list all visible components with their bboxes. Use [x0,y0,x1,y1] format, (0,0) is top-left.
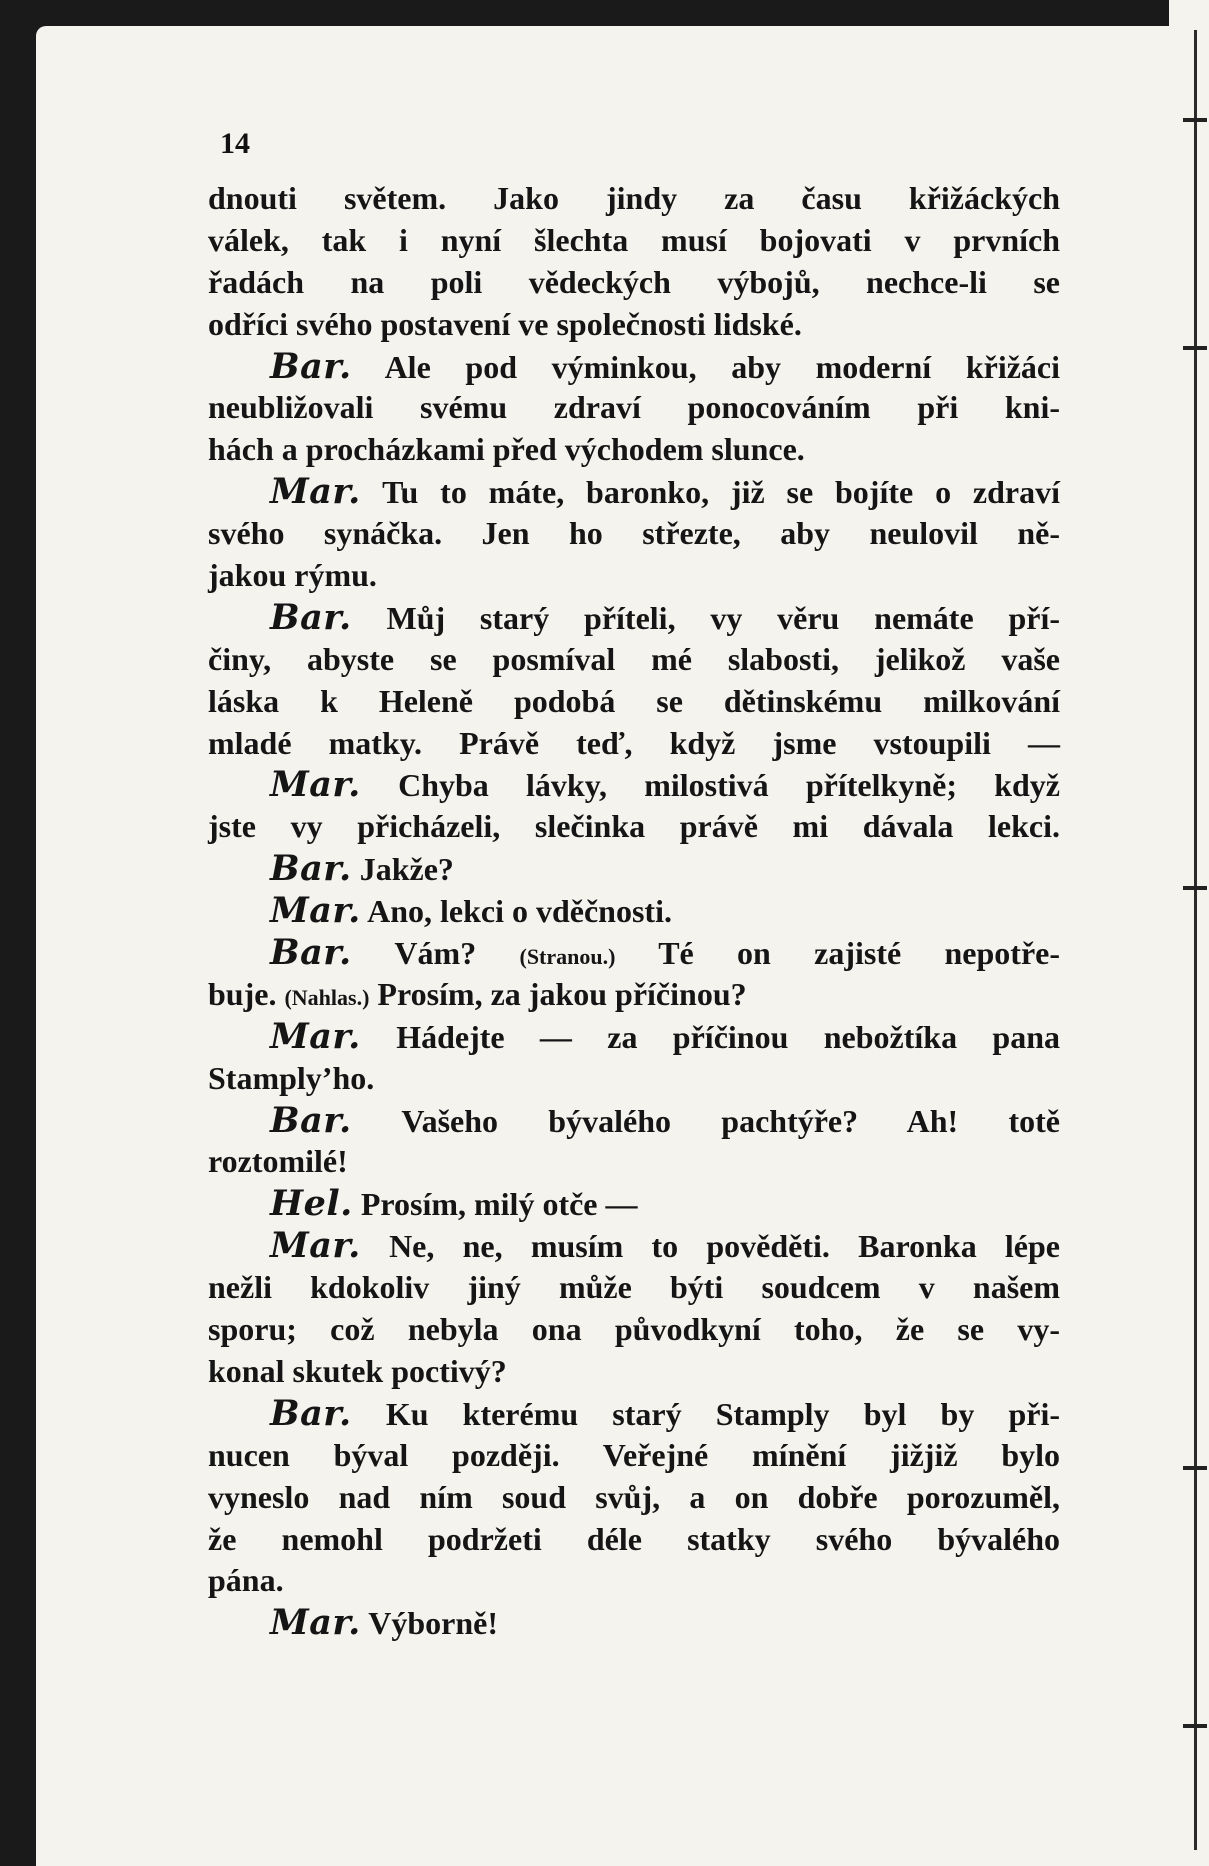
speaker-name: Hel. [270,1183,353,1225]
text-line [208,890,1060,932]
line-text: řadách na poli vědeckých výbojů, nechce-li se [208,263,1060,300]
line-text: Chyba lávky, milostivá přítelkyně; když [398,767,1061,804]
line-text: sporu; což nebyla ona původkyní toho, že se vy- [208,1311,1060,1348]
text-line [208,1560,1060,1602]
text-line [208,639,1060,681]
text-line [208,974,1060,1016]
text-line [208,1435,1060,1477]
text-line [208,932,1060,974]
line-text: buje. [208,975,277,1012]
text-line [208,1183,1060,1225]
text-line [208,220,1060,262]
binding-edge-line [1194,30,1197,1850]
speaker-name: Bar. [270,848,352,890]
line-text: Ku kterému starý Stamply byl by při- [385,1395,1061,1432]
page-edge-strip [1169,0,1209,1866]
line-text: Vám? [394,935,477,972]
line-text: Jakže? [359,851,454,888]
text-line [208,429,1060,471]
page-number: 14 [220,127,250,160]
speaker-name: Mar. [270,1015,361,1057]
line-text: Ale pod výminkou, aby moderní křižáci [384,348,1061,385]
speaker-name: Bar. [270,596,352,638]
text-line [208,346,1060,388]
line-text: hách a procházkami před východem slunce. [208,431,805,468]
speaker-name: Mar. [270,764,361,806]
text-line [208,555,1060,597]
line-text: Té on zajisté nepotře- [658,935,1061,972]
line-text: Ano, lekci o vděčnosti. [367,893,672,930]
text-line [208,471,1060,513]
text-line [208,1477,1060,1519]
speaker-name: Bar. [270,345,352,387]
line-text: jakou rýmu. [208,557,377,594]
text-line [208,1058,1060,1100]
speaker-name: Mar. [270,471,361,513]
text-line [208,1141,1060,1183]
line-text: roztomilé! [208,1143,348,1180]
speaker-name: Mar. [270,1225,361,1267]
text-line [208,178,1060,220]
edge-tick-mark [1183,118,1207,122]
text-line [208,1309,1060,1351]
text-line [208,848,1060,890]
edge-tick-mark [1183,1466,1207,1470]
line-text: konal skutek poctivý? [208,1352,507,1389]
line-text: Vašeho bývalého pachtýře? Ah! totě [401,1102,1060,1139]
line-text: mladé matky. Právě teď, když jsme vstoupili — [208,724,1060,761]
speaker-name: Mar. [270,890,361,932]
stage-direction: (Stranou.) [519,944,616,970]
text-line [208,1016,1060,1058]
line-text: Ne, ne, musím to pověděti. Baronka lépe [389,1228,1060,1265]
line-text: nežli kdokoliv jiný může býti soudcem v našem [208,1269,1060,1306]
speaker-name: Bar. [270,1099,352,1141]
text-line [208,1519,1060,1561]
text-line [208,1225,1060,1267]
line-text: neubližovali svému zdraví ponocováním při kni- [208,389,1060,426]
edge-tick-mark [1183,346,1207,350]
line-text: Hádejte — za příčinou nebožtíka pana [396,1018,1061,1055]
line-text: vyneslo nad ním soud svůj, a on dobře porozuměl, [208,1478,1060,1515]
edge-tick-mark [1183,1724,1207,1728]
line-text: činy, abyste se posmíval mé slabosti, jelikož vaše [208,640,1060,677]
text-line [208,1602,1060,1644]
line-text: Tu to máte, baronko, již se bojíte o zdraví [382,474,1061,511]
text-line [208,764,1060,806]
line-text: Výborně! [368,1605,499,1642]
text-line [208,513,1060,555]
speaker-name: Bar. [270,932,352,974]
speaker-name: Mar. [270,1602,361,1644]
stage-direction: (Nahlas.) [284,984,370,1010]
text-body [208,178,1060,1644]
text-line [208,304,1060,346]
text-line [208,1393,1060,1435]
line-text: nucen býval později. Veřejné mínění jižjiž bylo [208,1436,1060,1473]
line-text: že nemohl podržeti déle statky svého bývalého [208,1520,1060,1557]
text-line [208,597,1060,639]
line-text: láska k Heleně podobá se dětinskému milkování [208,682,1060,719]
text-line [208,1100,1060,1142]
line-text: Můj starý příteli, vy věru nemáte pří- [386,599,1061,636]
text-line [208,1267,1060,1309]
line-text: dnouti světem. Jako jindy za času křižáckých [208,180,1060,216]
line-text: pána. [208,1562,284,1599]
text-line [208,723,1060,765]
line-text: Prosím, milý otče — [360,1186,638,1223]
line-text: válek, tak i nyní šlechta musí bojovati v prvních [208,221,1060,258]
text-line [208,681,1060,723]
edge-tick-mark [1183,886,1207,890]
text-line [208,1351,1060,1393]
line-text: Stamply’ho. [208,1059,375,1096]
line-text: jste vy přicházeli, slečinka právě mi dávala lekci. [208,808,1060,845]
line-text: svého synáčka. Jen ho střezte, aby neulovil ně- [208,515,1060,552]
line-text: odříci svého postavení ve společnosti lidské. [208,305,802,342]
text-line [208,806,1060,848]
text-line [208,262,1060,304]
text-line [208,387,1060,429]
line-text: Prosím, za jakou příčinou? [377,975,747,1012]
speaker-name: Bar. [270,1392,352,1434]
